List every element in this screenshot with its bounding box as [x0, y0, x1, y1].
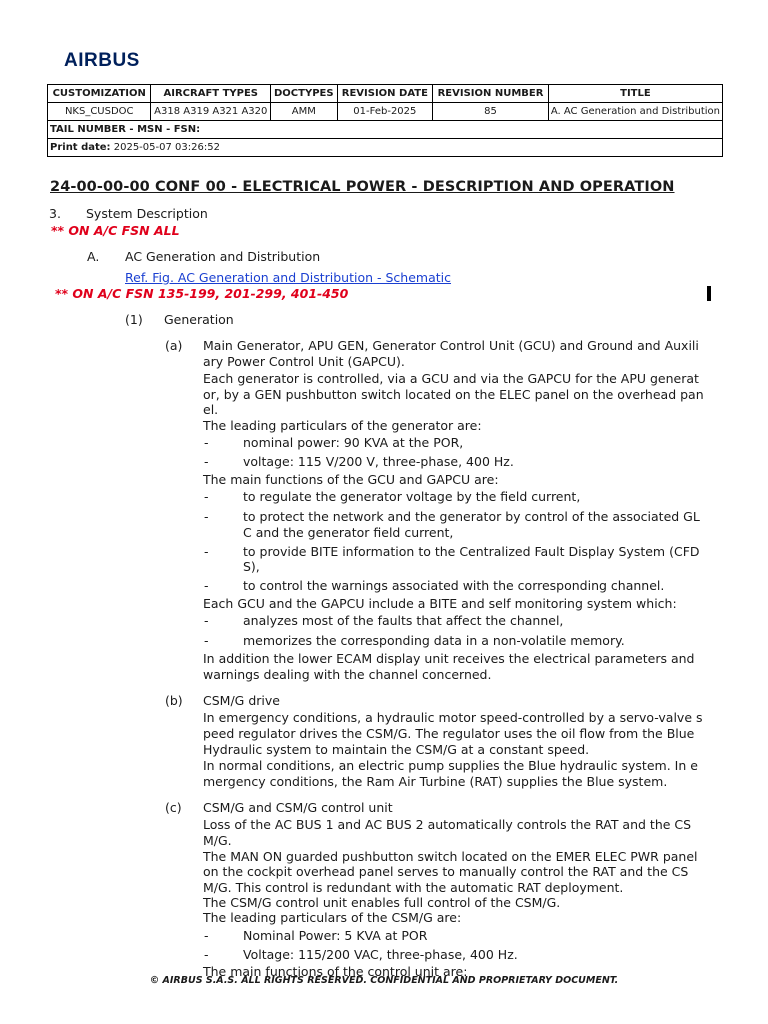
doctypes-value: AMM	[271, 103, 337, 121]
item-a-line-10: warnings dealing with the channel concerned.	[203, 667, 492, 682]
dash-bullet: -	[204, 489, 209, 504]
item-c-line-3: The MAN ON guarded pushbutton switch located on the EMER ELEC PWR panel	[203, 849, 698, 864]
item-c-line-2: M/G.	[203, 833, 232, 848]
item-c-line-7: The leading particulars of the CSM/G are:	[203, 910, 462, 925]
item-c-line-8: The main functions of the control unit are:	[203, 964, 468, 979]
generator-voltage-item: voltage: 115 V/200 V, three-phase, 400 Hz.	[243, 454, 514, 469]
item-b-line-5: mergency conditions, the Ram Air Turbine (RAT) supplies the Blue system.	[203, 774, 668, 789]
change-bar	[707, 286, 711, 301]
item-c-line-6: The CSM/G control unit enables full control of the CSM/G.	[203, 895, 561, 910]
csmg-voltage-item: Voltage: 115/200 VAC, three-phase, 400 Hz.	[243, 947, 518, 962]
gcu-function-2b: C and the generator field current,	[243, 525, 454, 540]
item-c-line-4: on the cockpit overhead panel serves to manually control the RAT and the CS	[203, 864, 689, 879]
dash-bullet: -	[204, 613, 209, 628]
effectivity-range: ** ON A/C FSN 135-199, 201-299, 401-450	[55, 286, 349, 301]
item-1-number: (1)	[125, 312, 143, 327]
col-aircraft-types: AIRCRAFT TYPES	[151, 85, 271, 103]
revision-number-value: 85	[433, 103, 549, 121]
section-a-title: AC Generation and Distribution	[125, 249, 321, 264]
schematic-reference-link[interactable]: Ref. Fig. AC Generation and Distribution - Schematic	[125, 270, 452, 285]
dash-bullet: -	[204, 947, 209, 962]
print-date-value: 2025-05-07 03:26:52	[113, 142, 220, 153]
section-3-number: 3.	[49, 206, 61, 221]
dash-bullet: -	[204, 928, 209, 943]
tail-number-row	[48, 121, 723, 139]
print-date-cell	[48, 139, 723, 157]
item-a-line-9: In addition the lower ECAM display unit receives the electrical parameters and	[203, 651, 695, 666]
section-3-title: System Description	[86, 206, 208, 221]
bite-function-1: analyzes most of the faults that affect the channel,	[243, 613, 564, 628]
item-b-line-2: peed regulator drives the CSM/G. The regulator uses the oil flow from the Blue	[203, 726, 695, 741]
dash-bullet: -	[204, 454, 209, 469]
item-c-line-5: M/G. This control is redundant with the automatic RAT deployment.	[203, 880, 624, 895]
dash-bullet: -	[204, 633, 209, 648]
item-a-number: (a)	[165, 338, 183, 353]
gcu-function-3b: S),	[243, 559, 260, 574]
gcu-function-4: to control the warnings associated with the corresponding channel.	[243, 578, 665, 593]
print-date-label: Print date:	[50, 142, 111, 153]
item-a-line-6: The leading particulars of the generator are:	[203, 418, 482, 433]
item-1-title: Generation	[164, 312, 234, 327]
effectivity-all: ** ON A/C FSN ALL	[51, 223, 180, 238]
item-a-line-2: ary Power Control Unit (GAPCU).	[203, 354, 405, 369]
document-title: 24-00-00-00 CONF 00 - ELECTRICAL POWER - DESCRIPTION AND OPERATION	[50, 179, 675, 195]
dash-bullet: -	[204, 509, 209, 524]
generator-power-item: nominal power: 90 KVA at the POR,	[243, 435, 464, 450]
print-date-row	[48, 139, 723, 157]
header-columns-row	[48, 85, 723, 103]
item-a-line-5: el.	[203, 402, 219, 417]
gcu-function-2a: to protect the network and the generator by control of the associated GL	[243, 509, 700, 524]
copyright-footer: © AIRBUS S.A.S. ALL RIGHTS RESERVED. CONFIDENTIAL AND PROPRIETARY DOCUMENT.	[149, 975, 619, 986]
item-b-line-1: In emergency conditions, a hydraulic motor speed-controlled by a servo-valve s	[203, 710, 703, 725]
item-c-line-1: Loss of the AC BUS 1 and AC BUS 2 automatically controls the RAT and the CS	[203, 817, 692, 832]
col-title: TITLE	[548, 85, 722, 103]
col-revision-date: REVISION DATE	[337, 85, 433, 103]
item-b-line-4: In normal conditions, an electric pump supplies the Blue hydraulic system. In e	[203, 758, 698, 773]
item-a-line-3: Each generator is controlled, via a GCU and via the GAPCU for the APU generat	[203, 371, 699, 386]
item-c-number: (c)	[165, 800, 182, 815]
title-value: A. AC Generation and Distribution	[548, 103, 722, 121]
airbus-logo: AIRBUS	[64, 50, 140, 71]
col-customization: CUSTOMIZATION	[48, 85, 151, 103]
dash-bullet: -	[204, 435, 209, 450]
csmg-power-item: Nominal Power: 5 KVA at POR	[243, 928, 428, 943]
gcu-function-3a: to provide BITE information to the Centralized Fault Display System (CFD	[243, 544, 700, 559]
item-a-line-8: Each GCU and the GAPCU include a BITE and self monitoring system which:	[203, 596, 677, 611]
col-revision-number: REVISION NUMBER	[433, 85, 549, 103]
item-b-number: (b)	[165, 693, 183, 708]
document-header-table	[47, 84, 723, 157]
item-b-line-3: Hydraulic system to maintain the CSM/G at a constant speed.	[203, 742, 590, 757]
item-a-line-4: or, by a GEN pushbutton switch located on the ELEC panel on the overhead pan	[203, 387, 704, 402]
bite-function-2: memorizes the corresponding data in a non-volatile memory.	[243, 633, 625, 648]
gcu-function-1: to regulate the generator voltage by the field current,	[243, 489, 581, 504]
col-doctypes: DOCTYPES	[271, 85, 337, 103]
item-a-line-7: The main functions of the GCU and GAPCU are:	[203, 472, 499, 487]
tail-number-label: TAIL NUMBER - MSN - FSN:	[50, 124, 201, 135]
customization-value: NKS_CUSDOC	[48, 103, 151, 121]
item-b-title: CSM/G drive	[203, 693, 280, 708]
item-c-title: CSM/G and CSM/G control unit	[203, 800, 393, 815]
tail-number-cell	[48, 121, 723, 139]
revision-date-value: 01-Feb-2025	[337, 103, 433, 121]
dash-bullet: -	[204, 578, 209, 593]
header-values-row	[48, 103, 723, 121]
dash-bullet: -	[204, 544, 209, 559]
item-a-line-1: Main Generator, APU GEN, Generator Control Unit (GCU) and Ground and Auxili	[203, 338, 699, 353]
section-a-number: A.	[87, 249, 100, 264]
aircraft-types-value: A318 A319 A321 A320	[151, 103, 271, 121]
